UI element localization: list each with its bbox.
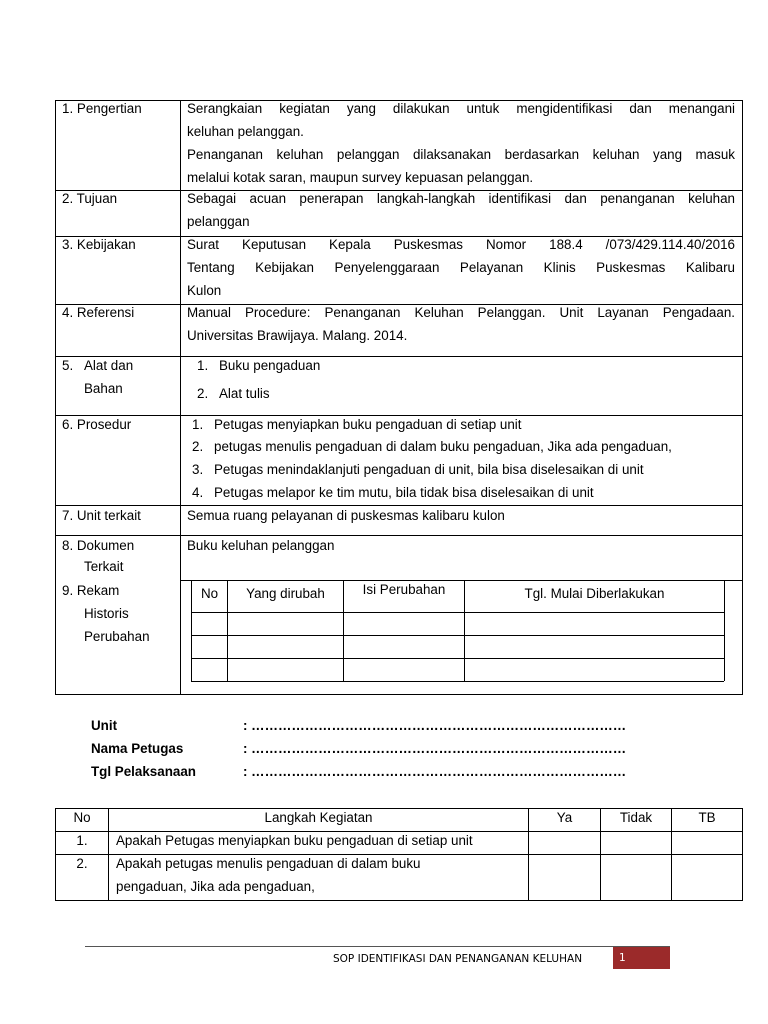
row-label-prosedur: 6. Prosedur (62, 417, 132, 432)
checklist-header-no: No (73, 810, 91, 825)
prosedur-item-4-num: 4. (192, 485, 204, 500)
tujuan-line-2: pelanggan (187, 214, 250, 229)
checklist-row-2-line-2: pengaduan, Jika ada pengaduan, (116, 879, 315, 894)
prosedur-item-1: Petugas menyiapkan buku pengaduan di setiap unit (214, 417, 522, 432)
tujuan-line-1: Sebagai acuan penerapan langkah-langkah identifikasi dan penanganan keluhan (187, 191, 735, 206)
checklist-row-2-line-1: Apakah petugas menulis pengaduan di dalam buku (116, 856, 421, 871)
row-label-kebijakan: 3. Kebijakan (62, 237, 136, 252)
row-label-rekam: 9. Rekam (62, 583, 120, 598)
referensi-line-2: Universitas Brawijaya. Malang. 2014. (187, 328, 408, 343)
row-label-alat-num: 5. (62, 358, 74, 373)
checklist-row-1-text: Apakah Petugas menyiapkan buku pengaduan di setiap unit (116, 833, 473, 848)
unit-dots[interactable]: : ………………………………………………………………………… (243, 718, 627, 733)
row-label-perubahan: Perubahan (84, 629, 150, 644)
alat-item-2: Alat tulis (219, 386, 270, 401)
kebijakan-line-3: Kulon (187, 283, 222, 298)
page-number: 1 (619, 952, 626, 964)
prosedur-item-3: Petugas menindaklanjuti pengaduan di unit, bila bisa diselesaikan di unit (214, 462, 644, 477)
checklist-header-tb: TB (698, 810, 716, 825)
alat-item-1: Buku pengaduan (219, 358, 321, 373)
nama-petugas-dots[interactable]: : ………………………………………………………………………… (243, 741, 627, 756)
checklist-header-tidak: Tidak (619, 810, 653, 825)
referensi-line-1: Manual Procedure: Penanganan Keluhan Pelanggan. Unit Layanan Pengadaan. (187, 305, 735, 320)
row-label-dokumen: 8. Dokumen (62, 538, 135, 553)
checklist-header-ya: Ya (556, 810, 573, 825)
pengertian-line-1: Serangkaian kegiatan yang dilakukan untuk mengidentifikasi dan menangani (187, 101, 735, 116)
checklist-row-2-no: 2. (76, 856, 88, 871)
kebijakan-line-1: Surat Keputusan Kepala Puskesmas Nomor 188.4 /073/429.114.40/2016 (187, 237, 735, 252)
kebijakan-line-2: Tentang Kebijakan Penyelenggaraan Pelayanan Klinis Puskesmas Kalibaru (187, 260, 735, 275)
tgl-pelaksanaan-label: Tgl Pelaksanaan (91, 764, 196, 779)
prosedur-item-2: petugas menulis pengaduan di dalam buku pengaduan, Jika ada pengaduan, (214, 439, 672, 454)
history-header-no: No (200, 586, 219, 601)
row-label-referensi: 4. Referensi (62, 305, 135, 320)
row-label-tujuan: 2. Tujuan (62, 191, 118, 206)
row-label-historis: Historis (84, 606, 129, 621)
prosedur-item-2-num: 2. (192, 439, 204, 454)
page-number-box (613, 947, 670, 969)
row-label-unit-terkait: 7. Unit terkait (62, 508, 141, 523)
history-header-tgl: Tgl. Mulai Diberlakukan (524, 586, 665, 601)
pengertian-line-3: Penanganan keluhan pelanggan dilaksanakan berdasarkan keluhan yang masuk (187, 147, 735, 162)
prosedur-item-4: Petugas melapor ke tim mutu, bila tidak bisa diselesaikan di unit (214, 485, 594, 500)
dokumen-text: Buku keluhan pelanggan (187, 538, 335, 553)
unit-label: Unit (91, 718, 118, 733)
history-header-yang-dirubah: Yang dirubah (246, 586, 325, 601)
pengertian-line-2: keluhan pelanggan. (187, 124, 304, 139)
footer-rule (85, 946, 670, 947)
nama-petugas-label: Nama Petugas (91, 741, 184, 756)
row-label-bahan: Bahan (84, 381, 123, 396)
prosedur-item-1-num: 1. (192, 417, 204, 432)
row-label-alat: Alat dan (84, 358, 134, 373)
prosedur-item-3-num: 3. (192, 462, 204, 477)
row-label-pengertian: 1. Pengertian (62, 101, 142, 116)
alat-item-1-num: 1. (197, 358, 209, 373)
checklist-row-1-no: 1. (76, 833, 88, 848)
alat-item-2-num: 2. (197, 386, 209, 401)
checklist-header-langkah: Langkah Kegiatan (264, 810, 373, 825)
unit-terkait-text: Semua ruang pelayanan di puskesmas kalibaru kulon (187, 508, 505, 523)
footer-title: SOP IDENTIFIKASI DAN PENANGANAN KELUHAN (333, 953, 583, 965)
pengertian-line-4: melalui kotak saran, maupun survey kepuasan pelanggan. (187, 170, 534, 185)
history-header-isi-perubahan: Isi Perubahan (362, 582, 446, 597)
row-label-terkait: Terkait (84, 559, 124, 574)
tgl-pelaksanaan-dots[interactable]: : ………………………………………………………………………… (243, 764, 627, 779)
